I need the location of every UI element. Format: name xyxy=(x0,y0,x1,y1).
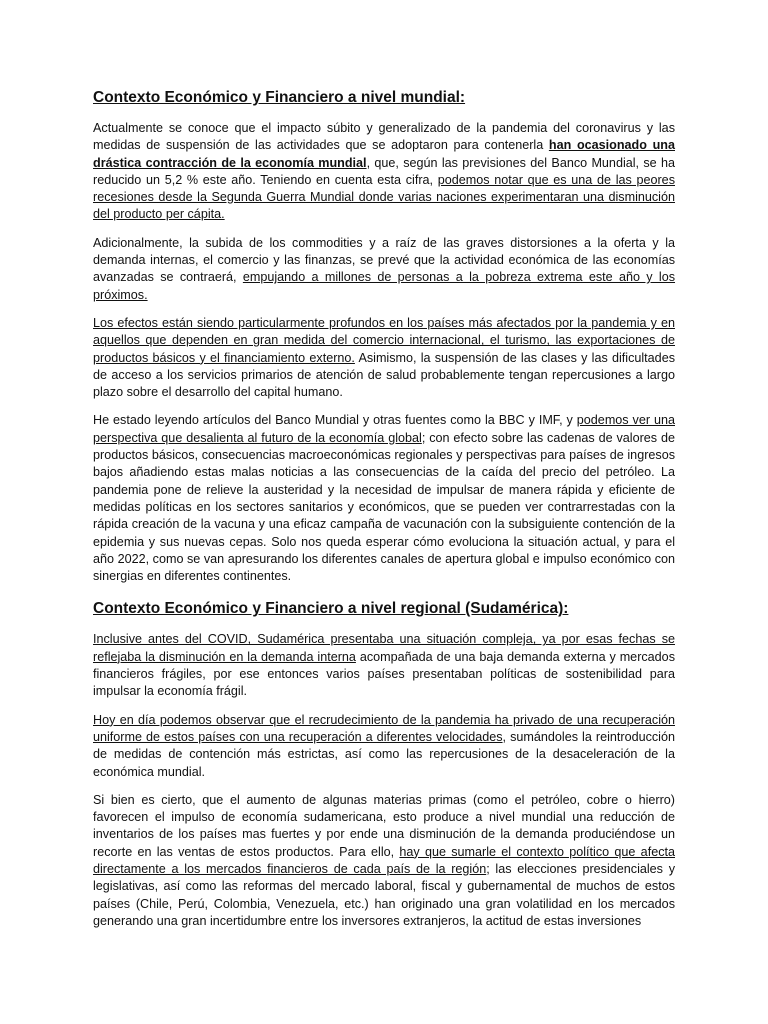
text-run: acompañada de una baja demanda externa y mercados financieros frágiles, por ese entonces varios países presentaban políticas de sostenibilidad para impulsar la economía frágil. xyxy=(93,649,675,699)
text-run: Si bien es cierto, que el aumento de algunas materias primas (como el petróleo, cobre o hierro) favorecen el impulso de economía sudamericana, esto produce a nivel mundial una reducción de inventarios de los países mas fuertes y por ende una disminución de la demanda produciéndose un recorte en las ventas de estos productos. Para ello, xyxy=(93,792,675,859)
text-run: Asimismo, la suspensión de las clases y las dificultades de acceso a los servicios primarios de atención de salud probablemente tengan repercusiones a largo plazo sobre el desarrollo del capital humano. xyxy=(93,350,675,400)
text-run: ; las elecciones presidenciales y legislativas, así como las reformas del mercado laboral, fiscal y gubernamental de muchos de estos países (Chile, Perú, Colombia, Venezuela, etc.) han originado una gran volatilidad en los mercados generando una gran incertidumbre entre los inversores extranjeros, la actitud de estas inversiones xyxy=(93,861,675,928)
paragraph xyxy=(93,712,675,781)
emphasized-text: podemos notar que es una de las peores recesiones desde la Segunda Guerra Mundial donde varias naciones experimentaran una disminución del producto per cápita. xyxy=(93,172,675,222)
emphasized-text: Inclusive antes del COVID, Sudamérica presentaba una situación compleja, ya por esas fechas se reflejaba la disminución en la demanda interna xyxy=(93,632,675,664)
text-run: Adicionalmente, la subida de los commodities y a raíz de las graves distorsiones a la oferta y la demanda internas, el comercio y las finanzas, se prevé que la actividad económica de las economías avanzadas se contraerá, xyxy=(93,235,675,285)
section-title-mundial: Contexto Económico y Financiero a nivel mundial: xyxy=(93,89,466,106)
emphasized-text: han ocasionado una drástica contracción de la economía mundial xyxy=(93,138,675,170)
text-run: Actualmente se conoce que el impacto súbito y generalizado de la pandemia del coronavirus y las medidas de suspensión de las actividades que se adoptaron para contenerla xyxy=(93,121,675,153)
text-run: , que, según las previsiones del Banco Mundial, se ha reducido un 5,2 % este año. Teniendo en cuenta esta cifra, xyxy=(93,155,675,187)
emphasized-text: podemos ver una perspectiva que desalienta al futuro de la economía global xyxy=(93,413,675,445)
paragraph xyxy=(93,631,675,700)
paragraph xyxy=(93,120,675,224)
text-run: , sumándoles la reintroducción de medidas de contención más estrictas, así como las repercusiones de la desaceleración de la económica mundial. xyxy=(93,729,675,779)
paragraph xyxy=(93,315,675,401)
text-run: He estado leyendo artículos del Banco Mundial y otras fuentes como la BBC y IMF, y xyxy=(93,413,577,428)
section-title-regional: Contexto Económico y Financiero a nivel regional (Sudamérica): xyxy=(93,600,569,618)
paragraph xyxy=(93,412,675,585)
paragraph xyxy=(93,235,675,304)
emphasized-text: empujando a millones de personas a la pobreza extrema este año y los próximos. xyxy=(93,270,676,302)
emphasized-text: Los efectos están siendo particularmente profundos en los países más afectados por la pandemia y en aquellos que dependen en gran medida del comercio internacional, el turismo, las exportaciones de productos básicos y el financiamiento externo. xyxy=(93,315,675,365)
emphasized-text: Hoy en día podemos observar que el recrudecimiento de la pandemia ha privado de una recuperación uniforme de estos países con una recuperación a diferentes velocidades xyxy=(93,712,675,744)
emphasized-text: hay que sumarle el contexto político que afecta directamente a los mercados financieros de cada país de la región xyxy=(93,844,675,876)
text-run: ; con efecto sobre las cadenas de valores de productos básicos, consecuencias macroeconómicas regionales y perspectivas para países de ingresos bajos añadiendo estas malas noticias a las consecuencias de la caída del precio del petróleo. La pandemia pone de relieve la austeridad y la necesidad de impulsar de manera rápida y eficiente de medidas políticas en los sectores sanitarios y económicos, que se pueden ver contrarrestadas con la rápida creación de la vacuna y una eficaz campaña de vacunación con la subsiguiente contención de la epidemia y sus nuevas cepas. Solo nos queda esperar cómo evoluciona la situación actual, y para el año 2022, como se van apresurando los diferentes canales de apertura global e impulso económico con sinergias en diferentes continentes. xyxy=(93,430,675,584)
paragraph xyxy=(93,792,675,930)
